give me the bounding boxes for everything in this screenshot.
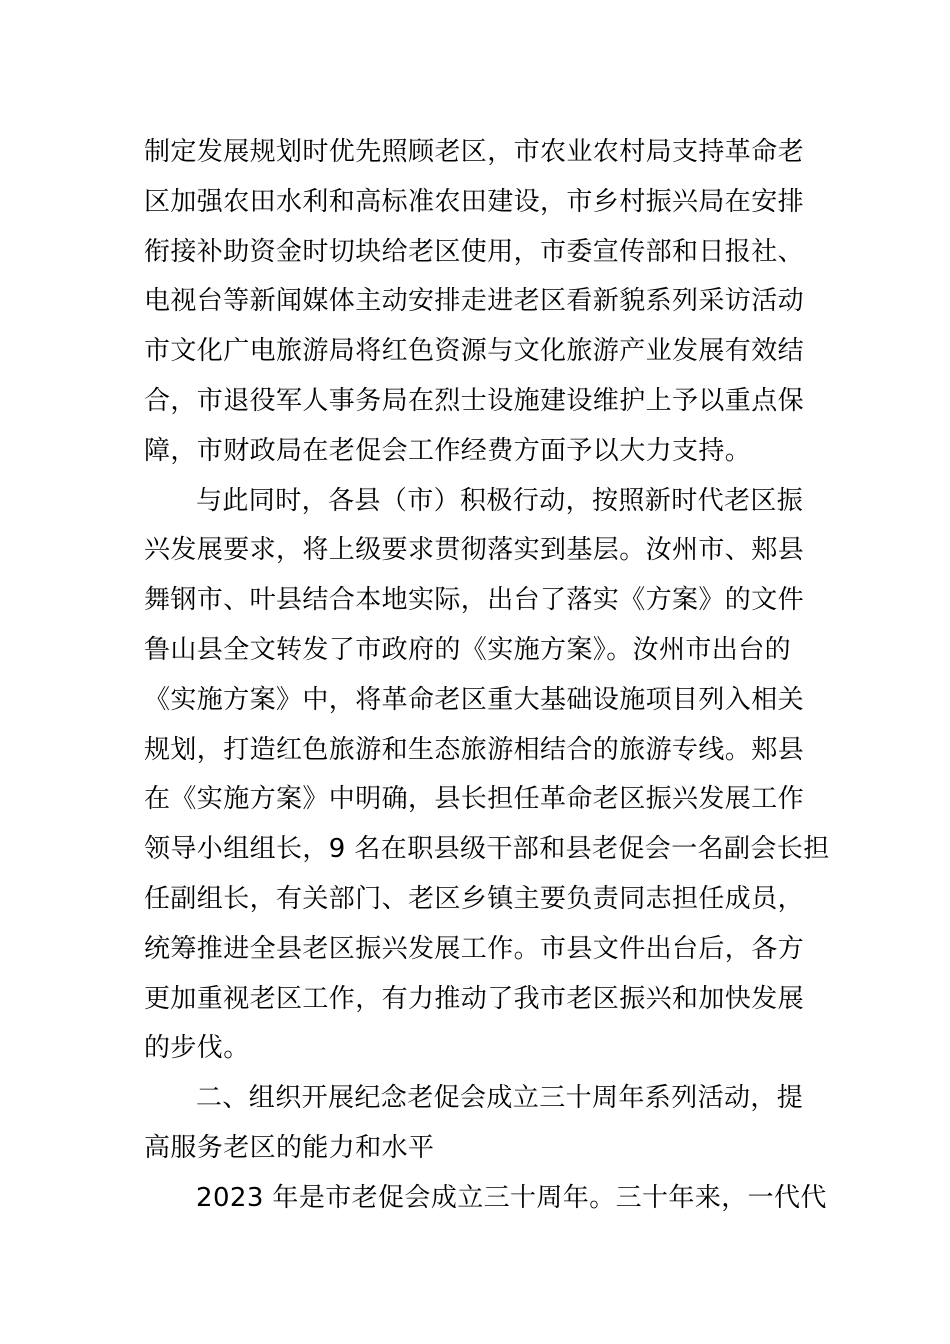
text-line: 鲁山县全文转发了市政府的《实施方案》。汝州市出台的 — [144, 634, 792, 665]
text-line: 与此同时，各县（市）积极行动，按照新时代老区振 — [196, 485, 804, 516]
text-line: 统筹推进全县老区振兴发展工作。市县文件出台后，各方 — [144, 933, 805, 964]
text-line: 电视台等新闻媒体主动安排走进老区看新貌系列采访活动 — [144, 286, 805, 317]
document-body — [144, 128, 830, 1224]
text-line: 任副组长，有关部门、老区乡镇主要负责同志担任成员， — [144, 883, 805, 914]
text-line: 高服务老区的能力和水平 — [144, 1132, 435, 1163]
paragraph — [144, 1174, 827, 1224]
text-line: 2023 年是市老促会成立三十周年。三十年来，一代代 — [196, 1182, 827, 1213]
text-line: 二、组织开展纪念老促会成立三十周年系列活动，提 — [196, 1083, 804, 1114]
text-line: 规划，打造红色旅游和生态旅游相结合的旅游专线。郏县 — [144, 734, 805, 765]
text-line: 制定发展规划时优先照顾老区，市农业农村局支持革命老 — [144, 137, 805, 167]
paragraph — [144, 1074, 814, 1174]
text-line: 《实施方案》中，将革命老区重大基础设施项目列入相关 — [144, 684, 805, 715]
text-line: 衔接补助资金时切块给老区使用，市委宣传部和日报社、 — [144, 236, 805, 267]
text-line: 区加强农田水利和高标准农田建设，市乡村振兴局在安排 — [144, 186, 805, 217]
text-line: 的步伐。 — [144, 1033, 250, 1064]
text-line: 兴发展要求，将上级要求贯彻落实到基层。汝州市、郏县 — [144, 535, 805, 566]
text-line: 合，市退役军人事务局在烈士设施建设维护上予以重点保 — [144, 385, 805, 416]
text-line: 舞钢市、叶县结合本地实际，出台了落实《方案》的文件 — [144, 585, 805, 616]
text-line: 障，市财政局在老促会工作经费方面予以大力支持。 — [144, 435, 752, 466]
text-line: 更加重视老区工作，有力推动了我市老区振兴和加快发展 — [144, 983, 805, 1014]
text-line: 在《实施方案》中明确，县长担任革命老区振兴发展工作 — [144, 784, 805, 815]
paragraph — [144, 128, 814, 477]
text-line: 领导小组组长，9 名在职县级干部和县老促会一名副会长担 — [144, 834, 830, 865]
paragraph — [144, 477, 830, 1075]
text-line: 市文化广电旅游局将红色资源与文化旅游产业发展有效结 — [144, 336, 805, 367]
